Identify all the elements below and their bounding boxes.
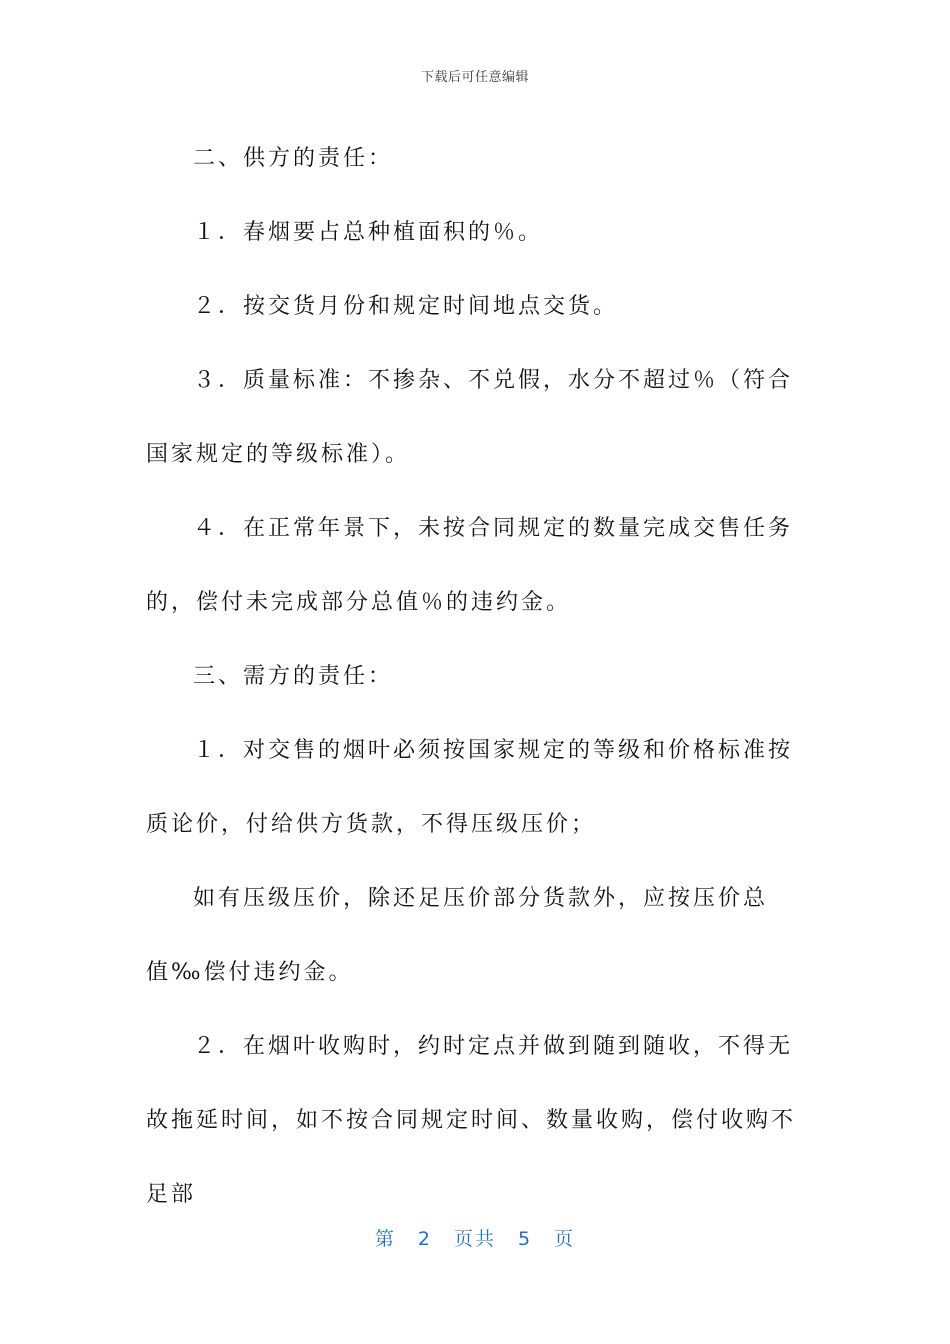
paragraph-buyer-item-2: ２．在烟叶收购时，约时定点并做到随到随收，不得无故拖延时间，如不按合同规定时间、数量收购，偿付收购不足部	[146, 1034, 797, 1207]
paragraph-supplier-item-3: ３．质量标准：不掺杂、不兑假，水分不超过％（符合国家规定的等级标准）。	[146, 368, 794, 467]
header-note: 下载后可任意编辑	[420, 70, 529, 85]
document-body	[146, 122, 806, 1232]
paragraph-buyer-penalty: 如有压级压价，除还足压价部分货款外，应按压价总值‰偿付违约金。	[146, 886, 769, 985]
section-heading-buyer: 三、需方的责任：	[193, 664, 394, 689]
footer-suffix: 页	[554, 1228, 576, 1250]
paragraph-supplier-item-4: ４．在正常年景下，未按合同规定的数量完成交售任务的，偿付未完成部分总值％的违约金。	[146, 516, 794, 615]
footer-current-page: 2	[417, 1228, 432, 1250]
section-heading-supplier: 二、供方的责任：	[193, 146, 394, 171]
paragraph-supplier-item-2: ２．按交货月份和规定时间地点交货。	[193, 294, 619, 319]
page-footer	[0, 1224, 950, 1251]
footer-total-pages: 5	[518, 1228, 533, 1250]
footer-prefix: 第	[374, 1228, 396, 1250]
paragraph-buyer-item-1: １．对交售的烟叶必须按国家规定的等级和价格标准按质论价，付给供方货款，不得压级压价；	[146, 738, 794, 837]
footer-middle: 页共	[453, 1228, 496, 1250]
paragraph-supplier-item-1: １．春烟要占总种植面积的％。	[193, 220, 544, 245]
